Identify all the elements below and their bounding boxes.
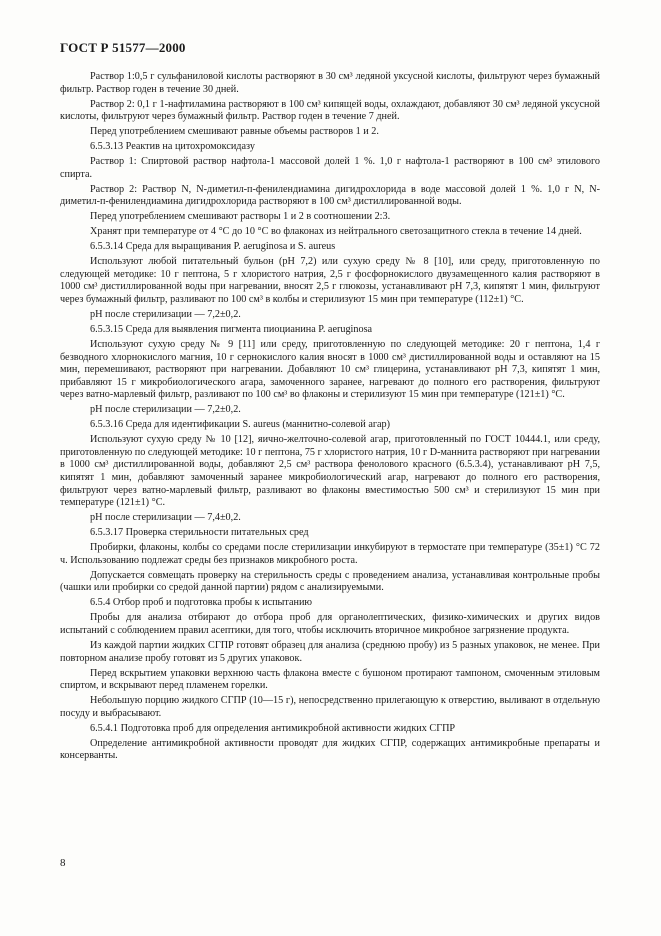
section-heading: 6.5.3.13 Реактив на цитохромоксидазу [90, 141, 255, 153]
paragraph: Раствор 1: Спиртовой раствор нафтола-1 массовой долей 1 %. 1,0 г нафтола-1 растворяют в 100 см³ этилового спирта. [60, 156, 600, 180]
paragraph: Используют сухую среду № 9 [11] или среду, приготовленную по следующей методике: 20 г пептона, 1,4 г безводного хлорнокислого магния, 10 г сернокислого калия вносят в 1000 см³ дистиллированной воды и оставляют на 15 мин, перемешивают, растворяют при нагревании. Добавляют 10 см³ глицерина, устанавливают рН 7,3, кипятят 1 мин, прибавляют 15 г микробиологического агара, замоченного заранее, нагревают до полного его растворения, фильтруют через ватно-марлевый фильтр, разливают по 100 см³ во флаконы и стерилизуют 15 мин при температуре (121±1) °С. [60, 338, 600, 401]
section-heading: 6.5.4.1 Подготовка проб для определения антимикробной активности жидких СГПР [90, 722, 456, 734]
document-header: ГОСТ Р 51577—2000 [60, 40, 186, 55]
paragraph: рН после стерилизации — 7,4±0,2. [90, 512, 241, 524]
paragraph: Из каждой партии жидких СГПР готовят образец для анализа (среднюю пробу) из 5 разных упаковок, не менее. При повторном анализе пробу готовят из 5 других упаковок. [60, 639, 600, 664]
section-heading: 6.5.4 Отбор проб и подготовка пробы к испытанию [90, 597, 313, 609]
paragraph: Пробы для анализа отбирают до отбора проб для органолептических, физико-химических и других видов испытаний с соблюдением правил асептики, для того, чтобы исключить вторичное микробное загрязнение продукта. [60, 612, 600, 636]
paragraph: Раствор 1:0,5 г сульфаниловой кислоты растворяют в 30 см³ ледяной уксусной кислоты, фильтруют через бумажный фильтр. Раствор годен в течение 30 дней. [60, 71, 600, 95]
paragraph: Допускается совмещать проверку на стерильность среды с проведением анализа, устанавливая контрольные пробы (чашки или пробирки со средой данной партии) рядом с анализируемыми. [60, 569, 600, 594]
paragraph: Раствор 2: 0,1 г 1-нафтиламина растворяют в 100 см³ кипящей воды, охлаждают, добавляют 30 см³ ледяной уксусной кислоты, фильтруют через бумажный фильтр. Раствор годен в течение 7 дней. [60, 98, 600, 123]
paragraph: Раствор 2: Раствор N, N-диметил-п-фенилендиамина дигидрохлорида в воде массовой долей 1 %. 1,0 г N, N-диметил-п-фенилендиамина дигидрохлорида растворяют в 100 см³ дистиллированной воды. [60, 183, 600, 208]
section-heading: 6.5.3.16 Среда для идентификации S. aureus (маннитно-солевой агар) [90, 419, 391, 431]
section-heading: 6.5.3.15 Среда для выявления пигмента пиоцианина P. aeruginosa [90, 323, 373, 335]
paragraph: Перед вскрытием упаковки верхнюю часть флакона вместе с бушоном протирают тампоном, смоченным этиловым спиртом, и вскрывают перед пламенем горелки. [60, 667, 600, 692]
paragraph: Определение антимикробной активности проводят для жидких СГПР, содержащих антимикробные препараты и консерванты. [60, 737, 600, 762]
paragraph: Пробирки, флаконы, колбы со средами после стерилизации инкубируют в термостате при температуре (35±1) °С 72 ч. Использованию подлежат среды без признаков микробного роста. [60, 542, 600, 566]
document-body [60, 71, 600, 765]
paragraph: Используют сухую среду № 10 [12], яично-желточно-солевой агар, приготовленный по ГОСТ 10444.1, или среду, приготовленную по следующей методике: 10 г пептона, 75 г хлористого натрия, 10 г D-маннита растворяют при нагревании в 1000 см³ дистиллированной воды, добавляют 2,5 см³ раствора фенолового красного (6.5.3.4), устанавливают рН 7,5, кипятят 1 мин, добавляют замоченный заранее микробиологический агар, нагревают до полного его растворения, фильтруют через ватно-марлевый фильтр, разливают во флаконы вместимостью 500 см³ и стерилизуют 15 мин при температуре (121±1) °С. [60, 434, 600, 509]
paragraph: Хранят при температуре от 4 °С до 10 °С во флаконах из нейтрального светозащитного стекла в течение 14 дней. [90, 226, 582, 238]
paragraph: Используют любой питательный бульон (рН 7,2) или сухую среду № 8 [10], или среду, приготовленную по следующей методике: 10 г пептона, 5 г хлористого натрия, 2,5 г фосфорнокислого двузамещенного калия растворяют в 1000 см³ дистиллированной воды при нагревании, вносят 2,5 г глюкозы, устанавливают рН 7,3, кипятят 1 мин, фильтруют через бумажный фильтр, разливают по 100 см³ в колбы и стерилизуют 15 мин при температуре (112±1) °С. [60, 256, 600, 306]
paragraph: рН после стерилизации — 7,2±0,2. [90, 309, 241, 320]
paragraph: рН после стерилизации — 7,2±0,2. [90, 404, 241, 416]
page-number: 8 [60, 857, 66, 869]
section-heading: 6.5.3.17 Проверка стерильности питательных сред [90, 527, 309, 539]
paragraph: Небольшую порцию жидкого СГПР (10—15 г), непосредственно прилегающую к отверстию, выливают в отдельную посуду и выбрасывают. [60, 695, 600, 719]
paragraph: Перед употреблением смешивают равные объемы растворов 1 и 2. [90, 126, 379, 138]
section-heading: 6.5.3.14 Среда для выращивания P. aeruginosa и S. aureus [90, 241, 336, 253]
paragraph: Перед употреблением смешивают растворы 1 и 2 в соотношении 2:3. [90, 211, 391, 223]
